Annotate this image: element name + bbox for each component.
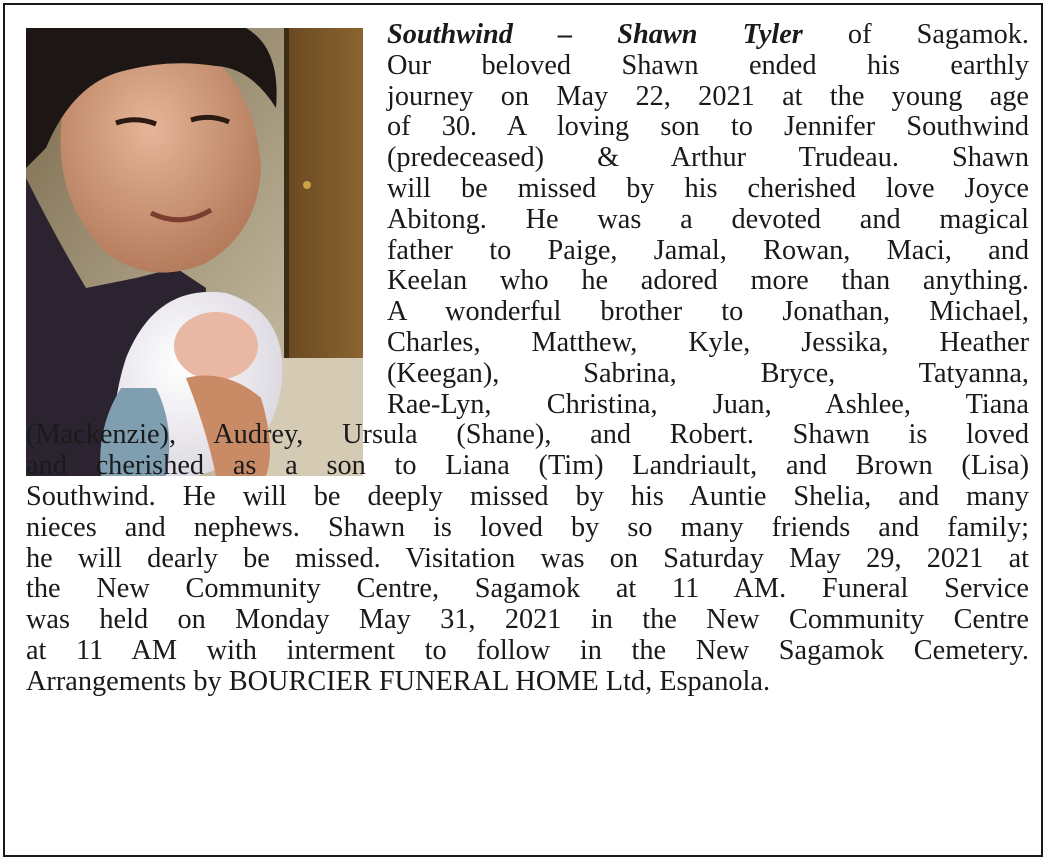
- obituary-line: Southwind. He will be deeply missed by his Auntie Shelia, and many: [26, 480, 1029, 512]
- obituary-line: and cherished as a son to Liana (Tim) Landriault, and Brown (Lisa): [26, 450, 1029, 482]
- obituary-line: of 30. A loving son to Jennifer Southwind: [387, 111, 1029, 143]
- obituary-line: Rae-Lyn, Christina, Juan, Ashlee, Tiana: [387, 388, 1029, 420]
- name-dash: –: [512, 19, 618, 50]
- obituary-line: he will dearly be missed. Visitation was on Saturday May 29, 2021 at: [26, 542, 1029, 574]
- obituary-line: Abitong. He was a devoted and magical: [387, 203, 1029, 235]
- obituary-line: father to Paige, Jamal, Rowan, Maci, and: [387, 234, 1029, 266]
- obituary-line: Keelan who he adored more than anything.: [387, 265, 1029, 297]
- obituary-line: (Keegan), Sabrina, Bryce, Tatyanna,: [387, 357, 1029, 389]
- obituary-line: Charles, Matthew, Kyle, Jessika, Heather: [387, 326, 1029, 358]
- obituary-line: Our beloved Shawn ended his earthly: [387, 49, 1029, 81]
- hometown-text: of Sagamok.: [802, 19, 1029, 50]
- obituary-line: nieces and nephews. Shawn is loved by so many friends and family;: [26, 511, 1029, 543]
- obituary-line: A wonderful brother to Jonathan, Michael,: [387, 296, 1029, 328]
- obituary-line: will be missed by his cherished love Joyce: [387, 172, 1029, 204]
- obituary-line: the New Community Centre, Sagamok at 11 AM. Funeral Service: [26, 573, 1029, 605]
- obituary-line: (Mackenzie), Audrey, Ursula (Shane), and Robert. Shawn is loved: [26, 419, 1029, 451]
- deceased-surname: Southwind: [387, 19, 513, 50]
- obituary-line: Arrangements by BOURCIER FUNERAL HOME Ltd, Espanola.: [26, 665, 771, 697]
- obituary-line: at 11 AM with interment to follow in the New Sagamok Cemetery.: [26, 634, 1029, 666]
- obituary-line: journey on May 22, 2021 at the young age: [387, 80, 1029, 112]
- obituary-line: [387, 20, 1029, 51]
- obituary-line: was held on Monday May 31, 2021 in the New Community Centre: [26, 604, 1029, 636]
- deceased-given-names: Shawn Tyler: [617, 19, 803, 50]
- obituary-text: [26, 20, 1029, 698]
- obituary-line: (predeceased) & Arthur Trudeau. Shawn: [387, 142, 1029, 174]
